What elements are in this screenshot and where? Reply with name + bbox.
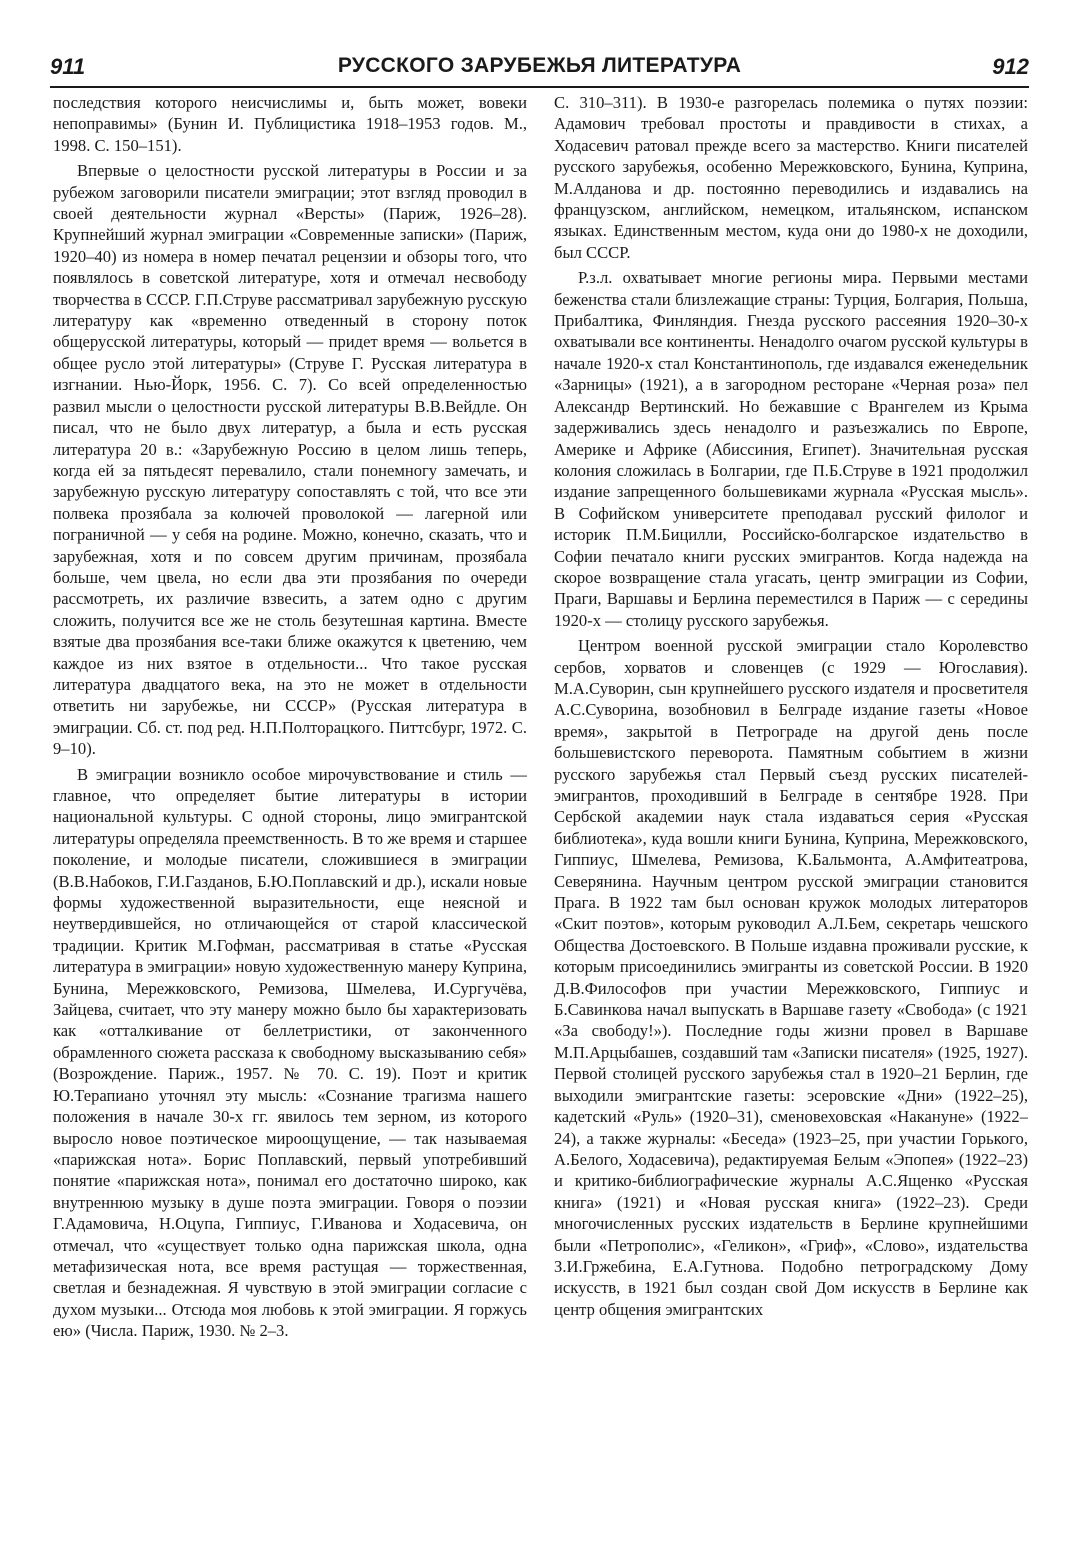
page-number-right: 912 [992, 54, 1029, 79]
paragraph: последствия которого неисчислимы и, быть может, вовеки непоправимы» (Бунин И. Публицистика 1918–1953 годов. М., 1998. С. 150–151). [53, 93, 527, 155]
paragraph: С. 310–311). В 1930-е разгорелась полемика о путях поэзии: Адамович требовал простоты и правдивости в стихах, а Ходасевич ратовал прежде всего за мастерство. Книги писателей русского зарубежья, особенно Мережковского, Бунина, Куприна, М.Алданова и др. постоянно переводились и издавались на французском, английском, немецком, итальянском, испанском языках. Единственным местом, куда они до 1980-х не доходили, был СССР. [554, 93, 1028, 262]
page-header [50, 52, 1029, 88]
paragraph: Р.з.л. охватывает многие регионы мира. Первыми местами беженства стали близлежащие страны: Турция, Болгария, Польша, Прибалтика, Финляндия. Гнезда русского рассеяния 1920–30-х охватывали все континенты. Ненадолго очагом русской культуры в начале 1920-х стал Константинополь, где издавался еженедельник «Зарницы» (1921), а в загородном ресторане «Черная роза» пел Александр Вертинский. Но бежавшие с Врангелем из Крыма задерживались здесь ненадолго и разъезжались по Европе, Америке и Африке (Абиссиния, Египет). Значительная русская колония сложилась в Болгарии, где П.Б.Струве в 1921 продолжил издание запрещенного большевиками журнала «Русская мысль». В Софийском университете преподавал русский филолог и историк П.М.Бицилли, Российско-болгарское издательство в Софии печатало книги русских эмигрантов. Когда надежда на скорое возвращение стала угасать, центр эмиграции из Софии, Праги, Варшавы и Берлина переместился в Париж — с середины 1920-х — столицу русского зарубежья. [554, 268, 1028, 630]
paragraph: Впервые о целостности русской литературы в России и за рубежом заговорили писатели эмиграции; этот взгляд проводил в своей деятельности журнал «Версты» (Париж, 1926–28). Крупнейший журнал эмиграции «Современные записки» (Париж, 1920–40) из номера в номер печатал рецензии и обзоры того, что появлялось в советской литературе, хотя и отмечал несвободу творчества в СССР. Г.П.Струве рассматривал зарубежную русскую литературу как «временно отведенный в сторону поток общерусской литературы, который — придет время — вольется в общее русло этой литературы» (Струве Г. Русская литература в изгнании. Нью-Йорк, 1956. С. 7). Со всей определенностью развил мысли о целостности русской литературы В.В.Вейдле. Он писал, что не было двух литератур, а была и есть русская литература 20 в.: «Зарубежную Россию в целом лишь теперь, когда ей за пятьдесят перевалило, стали понемногу замечать, и зарубежную русскую литературу сопоставлять с той, что все эти полвека прозябала за колючей проволокой — лагерной или пограничной — у себя на родине. Можно, конечно, сказать, что и зарубежная, хотя и по совсем другим причинам, прозябала больше, чем цвела, но если два эти прозябания по очереди рассмотреть, их различие взвесить, а затем одно с другим сложить, получится все же не столь безутешная картина. Вместе взятые два прозябания все-таки ближе окажутся к цветению, чем каждое из них взятое в отдельности... Что такое русская литература двадцатого века, на это не может в отдельности ответить ни зарубежье, ни СССР» (Русская литература в эмиграции. Сб. ст. под ред. Н.П.Полторацкого. Питтсбург, 1972. С. 9–10). [53, 161, 527, 759]
paragraph: В эмиграции возникло особое мирочувствование и стиль — главное, что определяет бытие литературы в истории национальной культуры. С одной стороны, лицо эмигрантской литературы определяла преемственность. В то же время и старшее поколение, и молодые писатели, сложившиеся в эмиграции (В.В.Набоков, Г.И.Газданов, Б.Ю.Поплавский и др.), искали новые формы художественной выразительности, еще неясной и неутвердившейся, но отличающейся от старой классической традиции. Критик М.Гофман, рассматривая в статье «Русская литература в эмиграции» новую художественную манеру Куприна, Бунина, Мережковского, Ремизова, Шмелева, И.Сургучёва, Зайцева, считает, что эту манеру можно было бы характеризовать как «отталкивание от беллетристики, от законченного обрамленного сюжета рассказа к свободному высказыванию себя» (Возрождение. Париж., 1957. № 70. С. 19). Поэт и критик Ю.Терапиано уточнял эту мысль: «Сознание трагизма нашего положения в начале 30-х гг. явилось тем зерном, из которого выросло новое поэтическое мироощущение, — так называемая «парижская нота». Борис Поплавский, первый употребивший понятие «парижская нота», понимал его достаточно широко, как внутреннюю музыку в душе поэта эмиграции. Говоря о поэзии Г.Адамовича, Н.Оцупа, Гиппиус, Г.Иванова и Ходасевича, он отмечал, что «существует только одна парижская школа, одна метафизическая нота, все время растущая — торжественная, светлая и безнадежная. Я чувствую в этой эмиграции согласие с духом музыки... Отсюда моя любовь к этой эмиграции. Я горжусь ею» (Числа. Париж, 1930. № 2–3. [53, 764, 527, 1341]
right-column [554, 92, 1028, 1542]
page-number-left: 911 [50, 54, 86, 79]
paragraph: Центром военной русской эмиграции стало Королевство сербов, хорватов и словенцев (с 1929 — Югославия). М.А.Суворин, сын крупнейшего русского издателя и просветителя А.С.Суворина, возобновил в Белграде издание газеты «Новое время», закрытой в Петрограде на другой день после большевистского переворота. Памятным событием в жизни русского зарубежья стал Первый съезд русских писателей-эмигрантов, проходивший в Белграде в сентябре 1928. При Сербской академии наук стала издаваться серия «Русская библиотека», куда вошли книги Бунина, Куприна, Мережковского, Гиппиус, Шмелева, Ремизова, К.Бальмонта, А.Амфитеатрова, Северянина. Научным центром русской эмиграции становится Прага. В 1922 там был основан кружок молодых литераторов «Скит поэтов», которым руководил А.Л.Бем, секретарь чешского Общества Достоевского. В Польше издавна проживали русские, к которым присоединились эмигранты из советской России. В 1920 Д.В.Философов при участии Мережковского, Гиппиус и Б.Савинкова начал выпускать в Варшаве газету «Свобода» (с 1921 «За свободу!»). Последние годы жизни провел в Варшаве М.П.Арцыбашев, создавший там «Записки писателя» (1925, 1927). Первой столицей русского зарубежья стал в 1920–21 Берлин, где выходили эмигрантские газеты: эсеровские «Дни» (1922–25), кадетский «Руль» (1920–31), сменовеховская «Накануне» (1922–24), а также журналы: «Беседа» (1923–25, при участии Горького, А.Белого, Ходасевича), редактируемая Белым «Эпопея» (1922–23) и критико-библиографические журналы А.С.Ященко «Русская книга» (1921) и «Новая русская книга» (1922–23). Среди многочисленных русских издательств в Берлине крупнейшими были «Петрополис», «Геликон», «Гриф», «Слово», издательства З.И.Гржебина, Е.А.Гутнова. Подобно петроградскому Дому искусств, в 1921 был создан свой Дом искусств в Берлине как центр общения эмигрантских [554, 636, 1028, 1319]
running-title: РУССКОГО ЗАРУБЕЖЬЯ ЛИТЕРАТУРА [337, 54, 742, 77]
left-column [53, 92, 527, 1542]
